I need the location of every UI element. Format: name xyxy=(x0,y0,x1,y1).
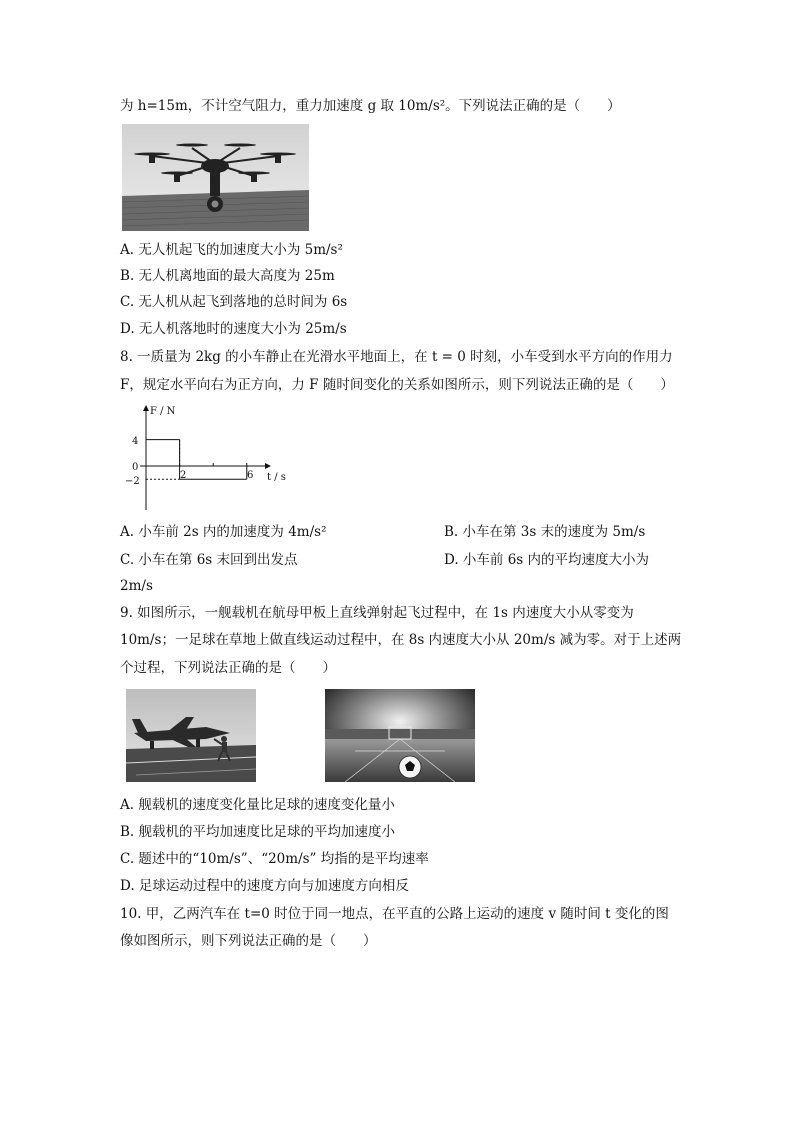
q7-option-c: C. 无人机从起飞到落地的总时间为 6s xyxy=(120,294,348,310)
q8-option-d-continued: 2m/s xyxy=(120,578,153,594)
q7-stem-tail: 为 h=15m，不计空气阻力，重力加速度 g 取 10m/s²。下列说法正确的是（ ） xyxy=(120,98,621,114)
q9-option-a: A. 舰载机的速度变化量比足球的速度变化量小 xyxy=(120,797,395,813)
q8-option-a: A. 小车前 2s 内的加速度为 4m/s² xyxy=(120,524,327,540)
q8-option-d: D. 小车前 6s 内的平均速度大小为 xyxy=(444,552,650,568)
q10-stem-line-2: 像如图所示，则下列说法正确的是（ ） xyxy=(120,933,377,949)
q10-stem-line-1: 10. 甲，乙两汽车在 t=0 时位于同一地点，在平直的公路上运动的速度 v 随时间 t 变化的图 xyxy=(120,906,669,922)
y-axis-label: F / N xyxy=(150,406,176,417)
q9-option-d: D. 足球运动过程中的速度方向与加速度方向相反 xyxy=(120,878,409,894)
q7-option-a: A. 无人机起飞的加速度大小为 5m/s² xyxy=(120,242,343,258)
tick-label-0: 0 xyxy=(132,462,139,473)
q8-stem-line-1: 8. 一质量为 2kg 的小车静止在光滑水平地面上，在 t = 0 时刻，小车受到水平方向的作用力 xyxy=(120,349,673,365)
q7-option-b: B. 无人机离地面的最大高度为 25m xyxy=(120,268,335,284)
q9-stem-line-3: 个过程，下列说法正确的是（ ） xyxy=(120,660,336,676)
x-axis-label: t / s xyxy=(267,472,286,483)
football-field-photo xyxy=(325,689,475,782)
q9-stem-line-2: 10m/s；一足球在草地上做直线运动过程中，在 8s 内速度大小从 20m/s 减为零。对于上述两 xyxy=(120,632,682,648)
q9-option-c: C. 题述中的“10m/s”、“20m/s” 均指的是平均速率 xyxy=(120,851,429,867)
carrier-jet-photo xyxy=(126,689,256,782)
q9-stem-line-1: 9. 如图所示，一舰载机在航母甲板上直线弹射起飞过程中，在 1s 内速度大小从零变为 xyxy=(120,605,634,621)
q8-option-b: B. 小车在第 3s 末的速度为 5m/s xyxy=(444,524,646,540)
tick-label-6: 6 xyxy=(247,470,254,481)
force-time-graph xyxy=(120,400,290,515)
q8-stem-line-2: F，规定水平向右为正方向，力 F 随时间变化的关系如图所示，则下列说法正确的是（ ） xyxy=(120,377,674,393)
q9-option-b: B. 舰载机的平均加速度比足球的平均加速度小 xyxy=(120,824,396,840)
tick-label-2: 2 xyxy=(180,470,187,481)
tick-label-neg2: −2 xyxy=(125,476,140,487)
tick-label-4: 4 xyxy=(132,436,139,447)
q7-option-d: D. 无人机落地时的速度大小为 25m/s xyxy=(120,321,347,337)
drone-photo xyxy=(122,124,309,231)
q8-option-c: C. 小车在第 6s 末回到出发点 xyxy=(120,552,298,568)
